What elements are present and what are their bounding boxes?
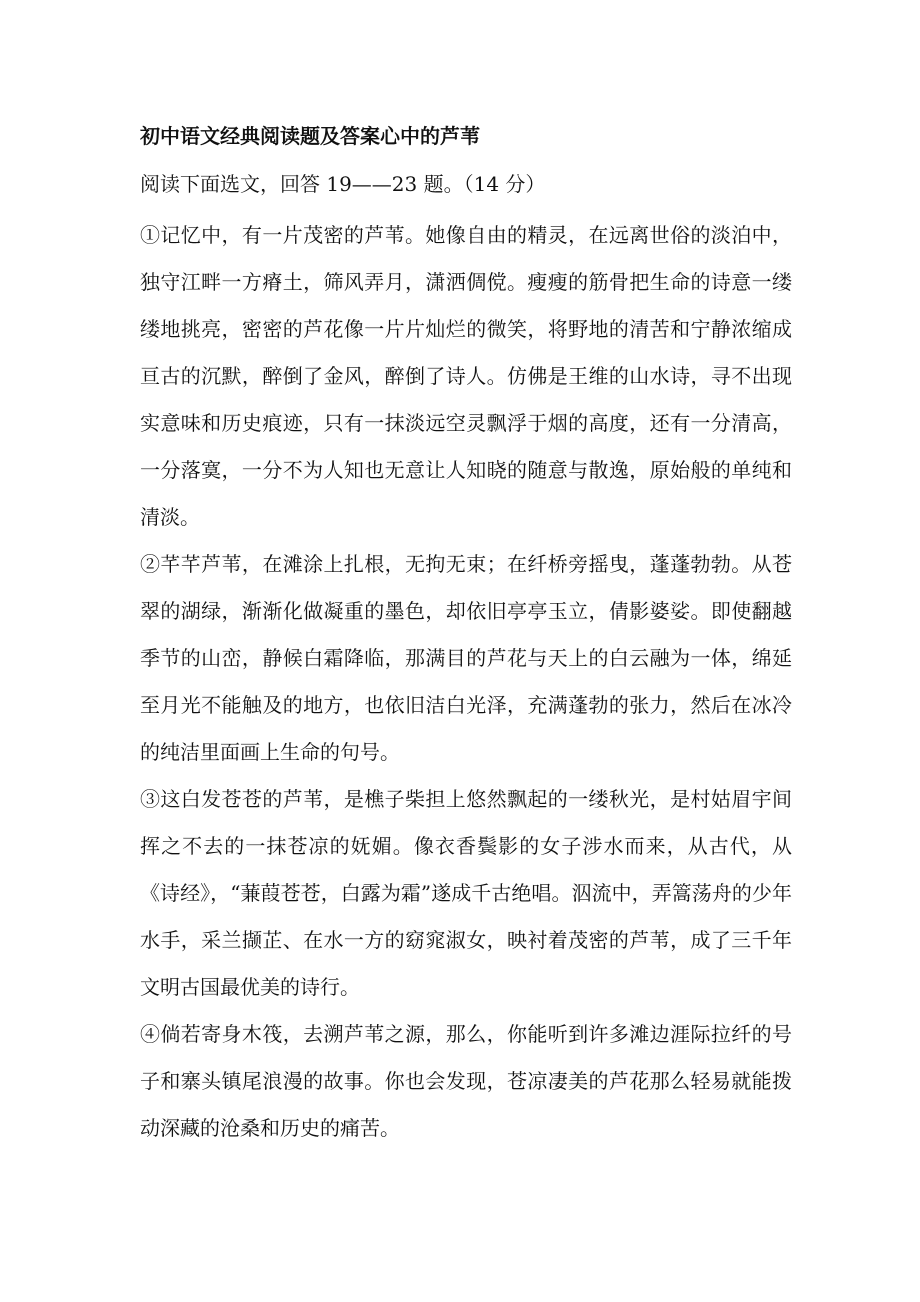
paragraph-3: ③这白发苍苍的芦苇，是樵子柴担上悠然飘起的一缕秋光，是村姑眉宇间挥之不去的一抹苍凉的妩媚。像衣香鬓影的女子涉水而来，从古代，从《诗经》，“蒹葭苍苍，白露为霜”遂成千古绝唱。泅流中，弄篙荡舟的少年水手，采兰撷芷、在水一方的窈窕淑女，映衬着茂密的芦苇，成了三千年文明古国最优美的诗行。	[140, 787, 792, 999]
paragraph-4: ④倘若寄身木筏，去溯芦苇之源，那么，你能听到许多滩边涯际拉纤的号子和寨头镇尾浪漫的故事。你也会发现，苍凉凄美的芦花那么轻易就能拨动深藏的沧桑和历史的痛苦。	[140, 1022, 792, 1140]
document-title: 初中语文经典阅读题及答案心中的芦苇	[140, 124, 480, 148]
paragraph-2: ②芊芊芦苇，在滩涂上扎根，无拘无束；在纤桥旁摇曳，蓬蓬勃勃。从苍翠的湖绿，渐渐化做凝重的墨色，却依旧亭亭玉立，倩影婆娑。即使翻越季节的山峦，静候白霜降临，那满目的芦花与天上的白云融为一体，绵延至月光不能触及的地方，也依旧洁白光泽，充满蓬勃的张力，然后在冰冷的纯洁里面画上生命的句号。	[140, 552, 792, 764]
paragraph-1: ①记忆中，有一片茂密的芦苇。她像自由的精灵，在远离世俗的淡泊中，独守江畔一方瘠土，筛风弄月，潇洒倜傥。瘦瘦的筋骨把生命的诗意一缕缕地挑亮，密密的芦花像一片片灿烂的微笑，将野地的清苦和宁静浓缩成亘古的沉默，醉倒了金风，醉倒了诗人。仿佛是王维的山水诗，寻不出现实意味和历史痕迹，只有一抹淡远空灵飘浮于烟的高度，还有一分清高，一分落寞，一分不为人知也无意让人知晓的随意与散逸，原始般的单纯和清淡。	[140, 223, 792, 529]
reading-instructions: 阅读下面选文，回答 19——23 题。（14 分）	[140, 172, 546, 196]
